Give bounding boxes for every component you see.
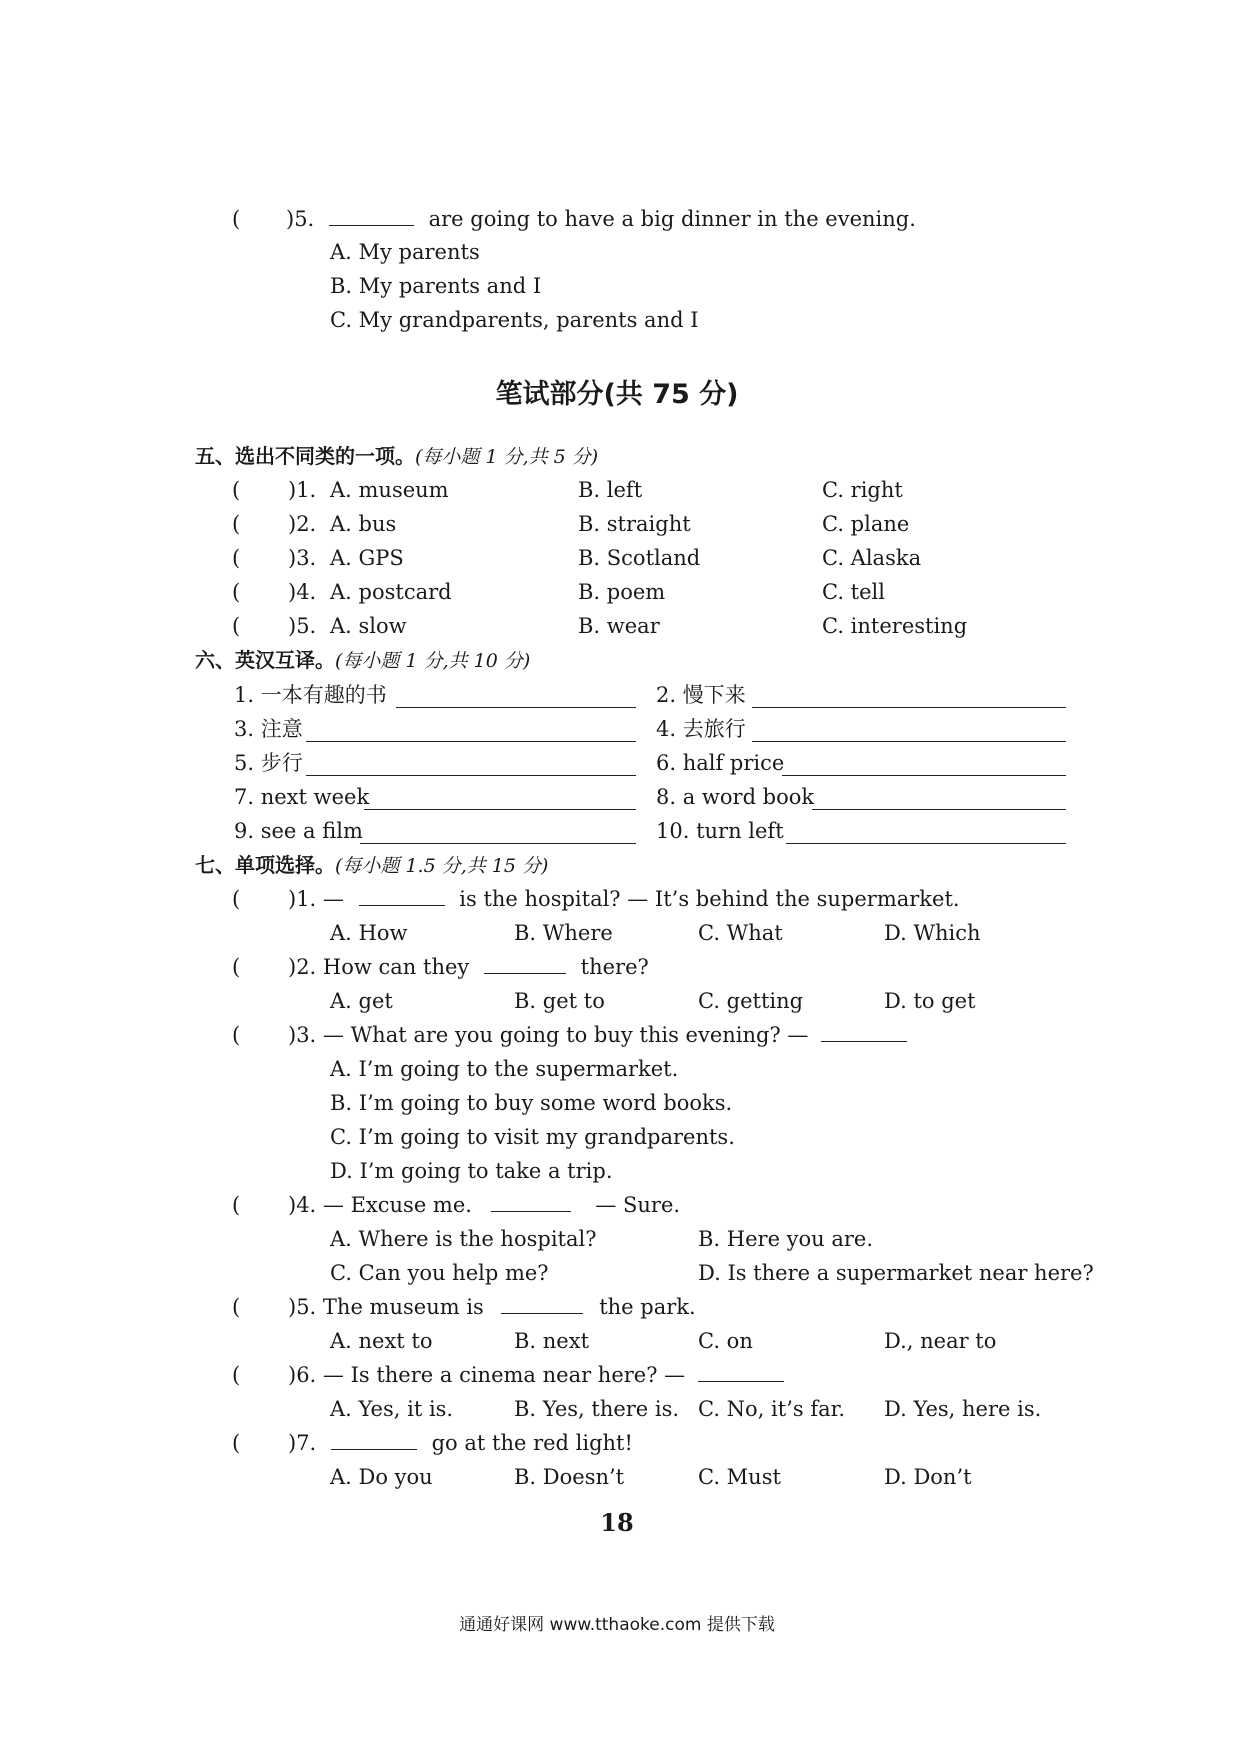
answer-line[interactable]	[306, 741, 636, 742]
option-a: A. Where is the hospital?	[330, 1227, 597, 1251]
question-6-stem	[288, 1361, 784, 1389]
question-1-stem	[288, 885, 960, 913]
section7-heading-text: 七、单项选择。	[195, 853, 335, 877]
question-5-stem	[288, 1293, 696, 1321]
option-b: B. Scotland	[578, 546, 701, 570]
option-b: B. My parents and I	[330, 274, 542, 298]
option-b: B. next	[514, 1329, 590, 1353]
translate-item-10: 10. turn left	[656, 819, 784, 843]
row-number: )1.	[288, 478, 317, 502]
option-c: C. plane	[822, 512, 910, 536]
option-a: A. bus	[330, 512, 397, 536]
option-b: B. Yes, there is.	[514, 1397, 680, 1421]
answer-paren: (	[232, 546, 241, 570]
answer-line[interactable]	[812, 809, 1066, 810]
question-text: — Is there a cinema near here? —	[322, 1363, 686, 1387]
question-number: )3.	[288, 1023, 317, 1047]
option-c: C. Alaska	[822, 546, 922, 570]
question-text: — Excuse me.	[322, 1193, 472, 1217]
question-number: )7.	[288, 1431, 317, 1455]
option-a: A. museum	[330, 478, 449, 502]
translate-item-9: 9. see a film	[234, 819, 363, 843]
option-c: C. Can you help me?	[330, 1261, 549, 1285]
translate-item-7: 7. next week	[234, 785, 370, 809]
section6-heading	[195, 646, 530, 675]
option-c: C. What	[698, 921, 783, 945]
answer-blank[interactable]	[329, 205, 414, 226]
question-5-stem	[286, 205, 916, 233]
answer-blank[interactable]	[359, 885, 445, 906]
translate-item-2: 2. 慢下来	[656, 683, 746, 707]
section7-heading	[195, 851, 548, 880]
section5-heading	[195, 442, 598, 471]
question-number: )6.	[288, 1363, 317, 1387]
option-a: A. GPS	[330, 546, 404, 570]
question-text: — What are you going to buy this evening? —	[322, 1023, 809, 1047]
option-a: A. postcard	[330, 580, 452, 604]
answer-paren: (	[232, 1363, 241, 1387]
option-b: B. Here you are.	[698, 1227, 874, 1251]
translate-item-4: 4. 去旅行	[656, 717, 746, 741]
row-number: )5.	[288, 614, 317, 638]
section7-points: (每小题 1.5 分,共 15 分)	[335, 855, 549, 877]
option-b: B. wear	[578, 614, 660, 638]
row-number: )4.	[288, 580, 317, 604]
question-text: is the hospital? — It’s behind the supermarket.	[459, 887, 960, 911]
answer-line[interactable]	[396, 707, 636, 708]
option-a: A. How	[330, 921, 408, 945]
option-c: C. tell	[822, 580, 885, 604]
question-number: )2.	[288, 955, 317, 979]
answer-paren: (	[232, 580, 241, 604]
question-text: How can they	[322, 955, 470, 979]
translate-item-6: 6. half price	[656, 751, 785, 775]
option-a: A. Yes, it is.	[330, 1397, 454, 1421]
option-d: D. I’m going to take a trip.	[330, 1159, 613, 1183]
answer-paren: (	[232, 207, 241, 231]
option-c: C. getting	[698, 989, 804, 1013]
question-number: )5.	[288, 1295, 317, 1319]
option-a: A. slow	[330, 614, 407, 638]
option-b: B. left	[578, 478, 643, 502]
option-b: B. get to	[514, 989, 605, 1013]
option-c: C. interesting	[822, 614, 968, 638]
question-2-stem	[288, 953, 649, 981]
option-d: D. Is there a supermarket near here?	[698, 1261, 1094, 1285]
option-d: D. Which	[884, 921, 981, 945]
answer-paren: (	[232, 1023, 241, 1047]
question-4-stem	[288, 1191, 680, 1219]
question-3-stem	[288, 1021, 907, 1049]
translate-item-8: 8. a word book	[656, 785, 815, 809]
row-number: )3.	[288, 546, 317, 570]
answer-blank[interactable]	[331, 1429, 417, 1450]
option-b: B. straight	[578, 512, 691, 536]
option-c: C. Must	[698, 1465, 781, 1489]
section6-points: (每小题 1 分,共 10 分)	[335, 650, 531, 672]
row-number: )2.	[288, 512, 317, 536]
answer-paren: (	[232, 1295, 241, 1319]
answer-paren: (	[232, 614, 241, 638]
option-a: A. next to	[330, 1329, 433, 1353]
option-d: D. Yes, here is.	[884, 1397, 1042, 1421]
option-b: B. poem	[578, 580, 666, 604]
question-text: there?	[580, 955, 649, 979]
section-title: 笔试部分(共 75 分)	[495, 379, 739, 410]
answer-paren: (	[232, 512, 241, 536]
answer-blank[interactable]	[484, 953, 566, 974]
answer-blank[interactable]	[491, 1191, 571, 1212]
section6-heading-text: 六、英汉互译。	[195, 648, 335, 672]
option-b: B. Where	[514, 921, 613, 945]
option-d: D. to get	[884, 989, 976, 1013]
option-c: C. right	[822, 478, 903, 502]
answer-blank[interactable]	[501, 1293, 583, 1314]
answer-paren: (	[232, 1431, 241, 1455]
answer-paren: (	[232, 955, 241, 979]
option-d: D., near to	[884, 1329, 997, 1353]
question-number: )1.	[288, 887, 317, 911]
question-text: are going to have a big dinner in the evening.	[428, 207, 916, 231]
option-b: B. I’m going to buy some word books.	[330, 1091, 733, 1115]
option-a: A. I’m going to the supermarket.	[330, 1057, 679, 1081]
answer-line[interactable]	[786, 843, 1066, 844]
question-text: The museum is	[322, 1295, 484, 1319]
option-a: A. My parents	[330, 240, 480, 264]
option-d: D. Don’t	[884, 1465, 972, 1489]
option-c: C. My grandparents, parents and I	[330, 308, 699, 332]
translate-item-1: 1. 一本有趣的书	[234, 683, 387, 707]
translate-item-3: 3. 注意	[234, 717, 303, 741]
answer-line[interactable]	[782, 775, 1066, 776]
answer-blank[interactable]	[698, 1361, 784, 1382]
page-number: 18	[600, 1508, 634, 1537]
question-7-stem	[288, 1429, 633, 1457]
option-c: C. No, it’s far.	[698, 1397, 846, 1421]
option-b: B. Doesn’t	[514, 1465, 625, 1489]
question-number: )4.	[288, 1193, 317, 1217]
translate-item-5: 5. 步行	[234, 751, 303, 775]
answer-line[interactable]	[306, 775, 636, 776]
option-c: C. I’m going to visit my grandparents.	[330, 1125, 735, 1149]
question-text: the park.	[599, 1295, 696, 1319]
answer-paren: (	[232, 1193, 241, 1217]
section5-heading-text: 五、选出不同类的一项。	[195, 444, 415, 468]
answer-line[interactable]	[360, 843, 636, 844]
section5-points: (每小题 1 分,共 5 分)	[415, 446, 599, 468]
option-a: A. get	[330, 989, 393, 1013]
question-text: go at the red light!	[431, 1431, 633, 1455]
option-c: C. on	[698, 1329, 753, 1353]
answer-line[interactable]	[364, 809, 636, 810]
question-text: —	[322, 887, 344, 911]
answer-blank[interactable]	[821, 1021, 907, 1042]
option-a: A. Do you	[330, 1465, 433, 1489]
answer-paren: (	[232, 887, 241, 911]
footer-credit: 通通好课网 www.tthaoke.com 提供下载	[459, 1615, 775, 1635]
answer-paren: (	[232, 478, 241, 502]
answer-line[interactable]	[752, 741, 1066, 742]
question-number: )5.	[286, 207, 315, 231]
question-text: — Sure.	[595, 1193, 681, 1217]
answer-line[interactable]	[752, 707, 1066, 708]
